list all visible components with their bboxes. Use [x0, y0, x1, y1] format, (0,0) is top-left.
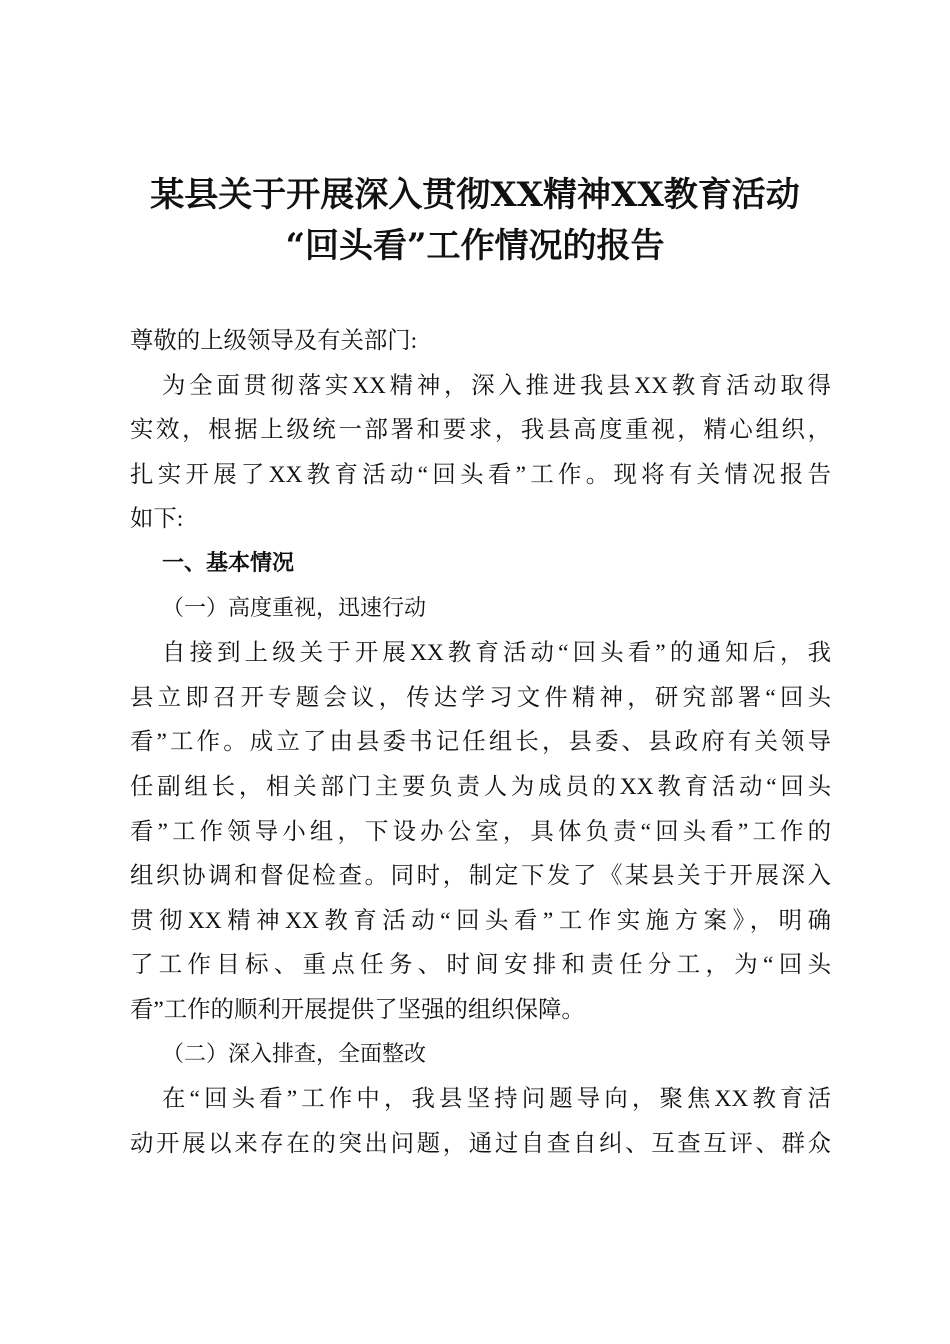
paragraph-line: 看”工作的顺利开展提供了坚强的组织保障。 [130, 996, 585, 1023]
intro-line: 如下: [130, 506, 184, 533]
intro-line: 为全面贯彻落实XX精神，深入推进我县XX教育活动取得 [162, 372, 831, 399]
document-body [130, 319, 831, 1166]
subsection-heading: （二）深入排查，全面整改 [162, 1041, 427, 1067]
paragraph-line: 贯彻XX精神XX教育活动“回头看”工作实施方案》，明确 [130, 907, 831, 934]
subsection-heading: （一）高度重视，迅速行动 [162, 595, 427, 621]
title-line-1: 某县关于开展深入贯彻XX精神XX教育活动 [150, 175, 800, 215]
paragraph-line: 了工作目标、重点任务、时间安排和责任分工，为“回头 [130, 952, 831, 979]
paragraph-line: 动开展以来存在的突出问题，通过自查自纠、互查互评、群众 [130, 1130, 831, 1157]
paragraph-line: 看”工作领导小组，下设办公室，具体负责“回头看”工作的 [130, 818, 831, 845]
section-heading: 一、基本情况 [162, 550, 295, 576]
document-title [100, 170, 850, 272]
title-line-2: “回头看”工作情况的报告 [285, 226, 665, 266]
paragraph-line: 在“回头看”工作中，我县坚持问题导向，聚焦XX教育活 [162, 1086, 831, 1113]
paragraph-line: 自接到上级关于开展XX教育活动“回头看”的通知后，我 [162, 640, 831, 667]
intro-line: 实效，根据上级统一部署和要求，我县高度重视，精心组织， [130, 417, 831, 444]
intro-line: 扎实开展了XX教育活动“回头看”工作。现将有关情况报告 [130, 461, 831, 488]
paragraph-line: 任副组长，相关部门主要负责人为成员的XX教育活动“回头 [130, 773, 831, 800]
paragraph-line: 组织协调和督促检查。同时，制定下发了《某县关于开展深入 [130, 863, 831, 890]
salutation: 尊敬的上级领导及有关部门: [130, 328, 418, 354]
paragraph-line: 看”工作。成立了由县委书记任组长，县委、县政府有关领导 [130, 729, 831, 756]
paragraph-line: 县立即召开专题会议，传达学习文件精神，研究部署“回头 [130, 684, 831, 711]
